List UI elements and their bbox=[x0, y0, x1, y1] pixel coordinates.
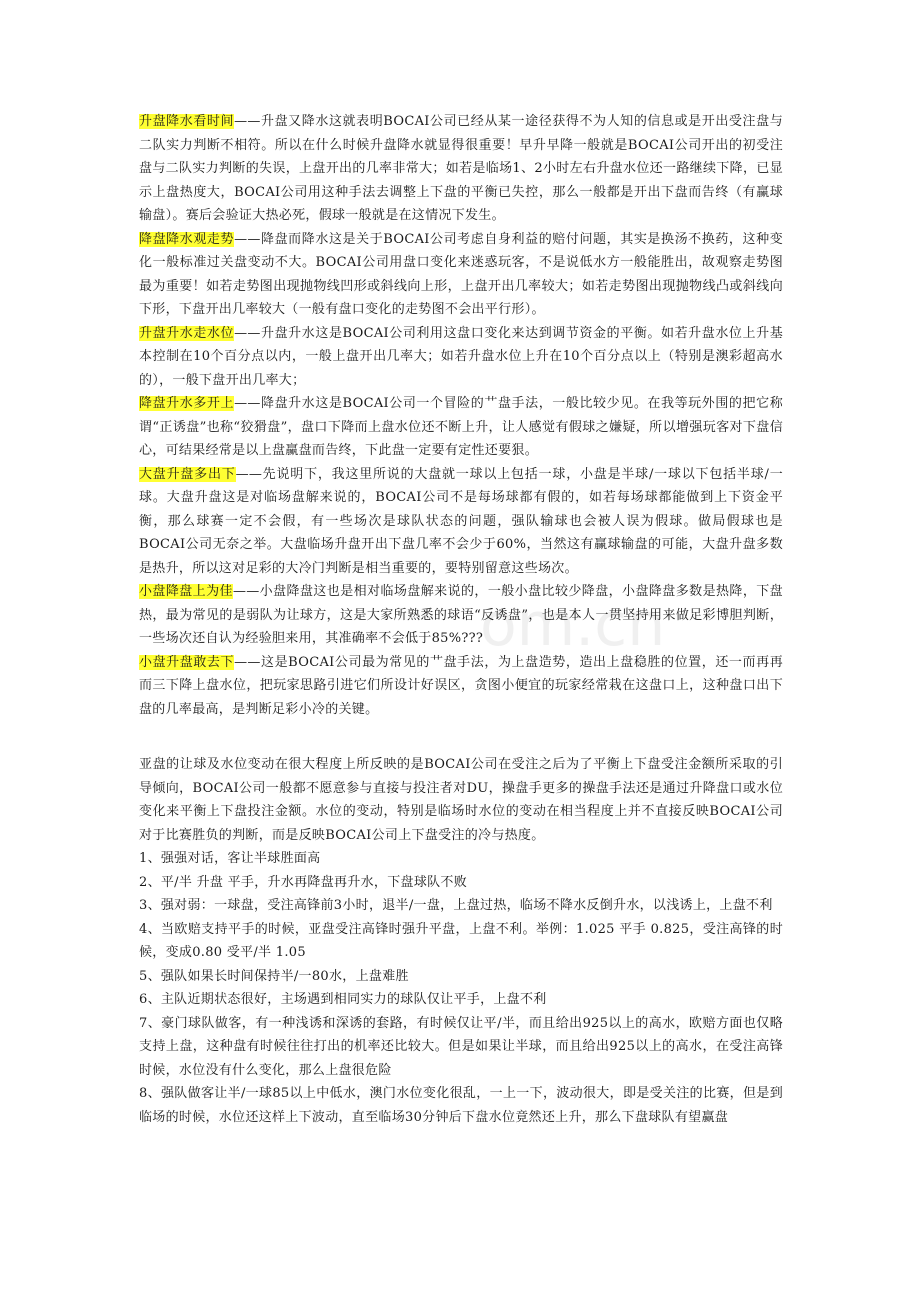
section-paragraph bbox=[139, 651, 783, 722]
section-heading: 降盘降水观走势 bbox=[139, 231, 235, 247]
section-text: ——这是BOCAI公司最为常见的艹盘手法，为上盘造势，造出上盘稳胜的位置，还一而再再而三下降上盘水位，把玩家思路引进它们所设计好误区，贪图小便宜的玩家经常栽在这盘口上，这种盘口出下盘的几率最高，是判断足彩小冷的关键。 bbox=[139, 654, 783, 717]
section-text: ——小盘降盘这也是相对临场盘解来说的，一般小盘比较少降盘，小盘降盘多数是热降，下盘热，最为常见的是弱队为让球方，这是大家所熟悉的球语“反诱盘”，也是本人一贯坚持用来做足彩博胆判断，一些场次还自认为经验胆来用，其准确率不会低于85%??? bbox=[139, 584, 783, 646]
section-text: ——降盘升水这是BOCAI公司一个冒险的艹盘手法，一般比较少见。在我等玩外围的把它称谓“正诱盘”也称“狡猾盘”，盘口下降而上盘水位还不断上升，让人感觉有假球之嫌疑，所以增强玩客对下盘信心，可结果经常是以上盘赢盘而告终，下此盘一定要有定性还要狠。 bbox=[139, 396, 783, 458]
list-item: 3、强对弱：一球盘，受注高锋前3小时，退半/一盘，上盘过热，临场不降水反倒升水，以浅诱上，上盘不利 bbox=[139, 898, 773, 913]
section-heading: 升盘降水看时间 bbox=[139, 114, 235, 129]
document-body bbox=[139, 110, 783, 1129]
list-item: 1、强强对话，客让半球胜面高 bbox=[139, 851, 321, 866]
section-text: ——升盘又降水这就表明BOCAI公司已经从某一途径获得不为人知的信息或是开出受注盘与二队实力判断不相符。所以在什么时候升盘降水就显得很重要！早升早降一般就是BOCAI公司开出的初受注盘与二队实力判断的失误，上盘开出的几率非常大；如若是临场1、2小时左右升盘水位还一路继续下降，已显示上盘热度大，BOCAI公司用这种手法去调整上下盘的平衡已失控，那么一般都是开出下盘而告终（有赢球输盘）。赛后会验证大热必死，假球一般就是在这情况下发生。 bbox=[139, 114, 783, 223]
intro-paragraph: 亚盘的让球及水位变动在很大程度上所反映的是BOCAI公司在受注之后为了平衡上下盘受注金额所采取的引导倾向，BOCAI公司一般都不愿意参与直接与投注者对DU，操盘手更多的操盘手法还是通过升降盘口或水位变化来平衡上下盘投注金额。水位的变动，特别是临场时水位的变动在相当程度上并不直接反映BOCAI公司对于比赛胜负的判断，而是反映BOCAI公司上下盘受注的冷与热度。 bbox=[139, 757, 783, 843]
section-paragraph bbox=[139, 110, 783, 228]
section-text: ——升盘升水这是BOCAI公司利用这盘口变化来达到调节资金的平衡。如若升盘水位上升基本控制在10个百分点以内，一般上盘开出几率大；如若升盘水位上升在10个百分点以上（特别是澳彩超高水的），一般下盘开出几率大； bbox=[139, 325, 783, 388]
section-paragraph bbox=[139, 392, 783, 463]
section-heading: 小盘升盘敢去下 bbox=[139, 654, 235, 670]
paragraph-gap bbox=[139, 721, 783, 753]
list-item: 6、主队近期状态很好，主场遇到相同实力的球队仅让平手，上盘不利 bbox=[139, 992, 547, 1007]
section-text: ——先说明下，我这里所说的大盘就一球以上包括一球，小盘是半球/一球以下包括半球/一球。大盘升盘这是对临场盘解来说的，BOCAI公司不是每场球都有假的，如若每场球都能做到上下资金平衡，那么球赛一定不会假，有一些场次是球队状态的问题，强队输球也会被人误为假球。做局假球也是BOCAI公司无奈之举。大盘临场升盘开出下盘几率不会少于60%，当然这有赢球输盘的可能，大盘升盘多数是热升，所以这对足彩的大冷门判断是相当重要的，要特别留意这些场次。 bbox=[139, 466, 783, 576]
section-heading: 升盘升水走水位 bbox=[139, 325, 235, 341]
section-paragraph bbox=[139, 463, 783, 581]
section-text: ——降盘而降水这是关于BOCAI公司考虑自身利益的赔付问题，其实是换汤不换药，这种变化一般标准过关盘变动不大。BOCAI公司用盘口变化来迷惑玩客，不是说低水方一般能胜出，故观察走势图最为重要！如若走势图出现抛物线凹形或斜线向上形，上盘开出几率较大；如若走势图出现抛物线凸或斜线向下形，下盘开出几率较大（一般有盘口变化的走势图不会出平行形）。 bbox=[139, 231, 783, 317]
list-item: 8、强队做客让半/一球85以上中低水，澳门水位变化很乱，一上一下，波动很大，即是受关注的比赛，但是到临场的时候，水位还这样上下波动，直至临场30分钟后下盘水位竟然还上升，那么下盘球队有望赢盘 bbox=[139, 1086, 783, 1125]
list-item: 4、当欧赔支持平手的时候，亚盘受注高锋时强升平盘，上盘不利。举例：1.025 平手 0.825，受注高锋的时候，变成0.80 受平/半 1.05 bbox=[139, 921, 783, 960]
section-heading: 大盘升盘多出下 bbox=[139, 466, 236, 482]
list-item: 5、强队如果长时间保持半/一80水，上盘难胜 bbox=[139, 968, 409, 984]
section-heading: 小盘降盘上为佳 bbox=[139, 584, 233, 599]
section-heading: 降盘升水多开上 bbox=[139, 396, 235, 411]
section-paragraph bbox=[139, 322, 783, 393]
watermark-text: om.cn bbox=[480, 590, 666, 660]
list-item: 7、豪门球队做客，有一种浅诱和深诱的套路，有时候仅让平/半，而且给出925以上的高水，欧赔方面也仅略支持上盘，这种盘有时候往往打出的机率还比较大。但是如果让半球，而且给出925以上的高水，在受注高锋时候，水位没有什么变化，那么上盘很危险 bbox=[139, 1015, 783, 1078]
list-item: 2、平/半 升盘 平手，升水再降盘再升水，下盘球队不败 bbox=[139, 874, 468, 890]
section-paragraph bbox=[139, 228, 783, 322]
section-paragraph bbox=[139, 580, 783, 651]
